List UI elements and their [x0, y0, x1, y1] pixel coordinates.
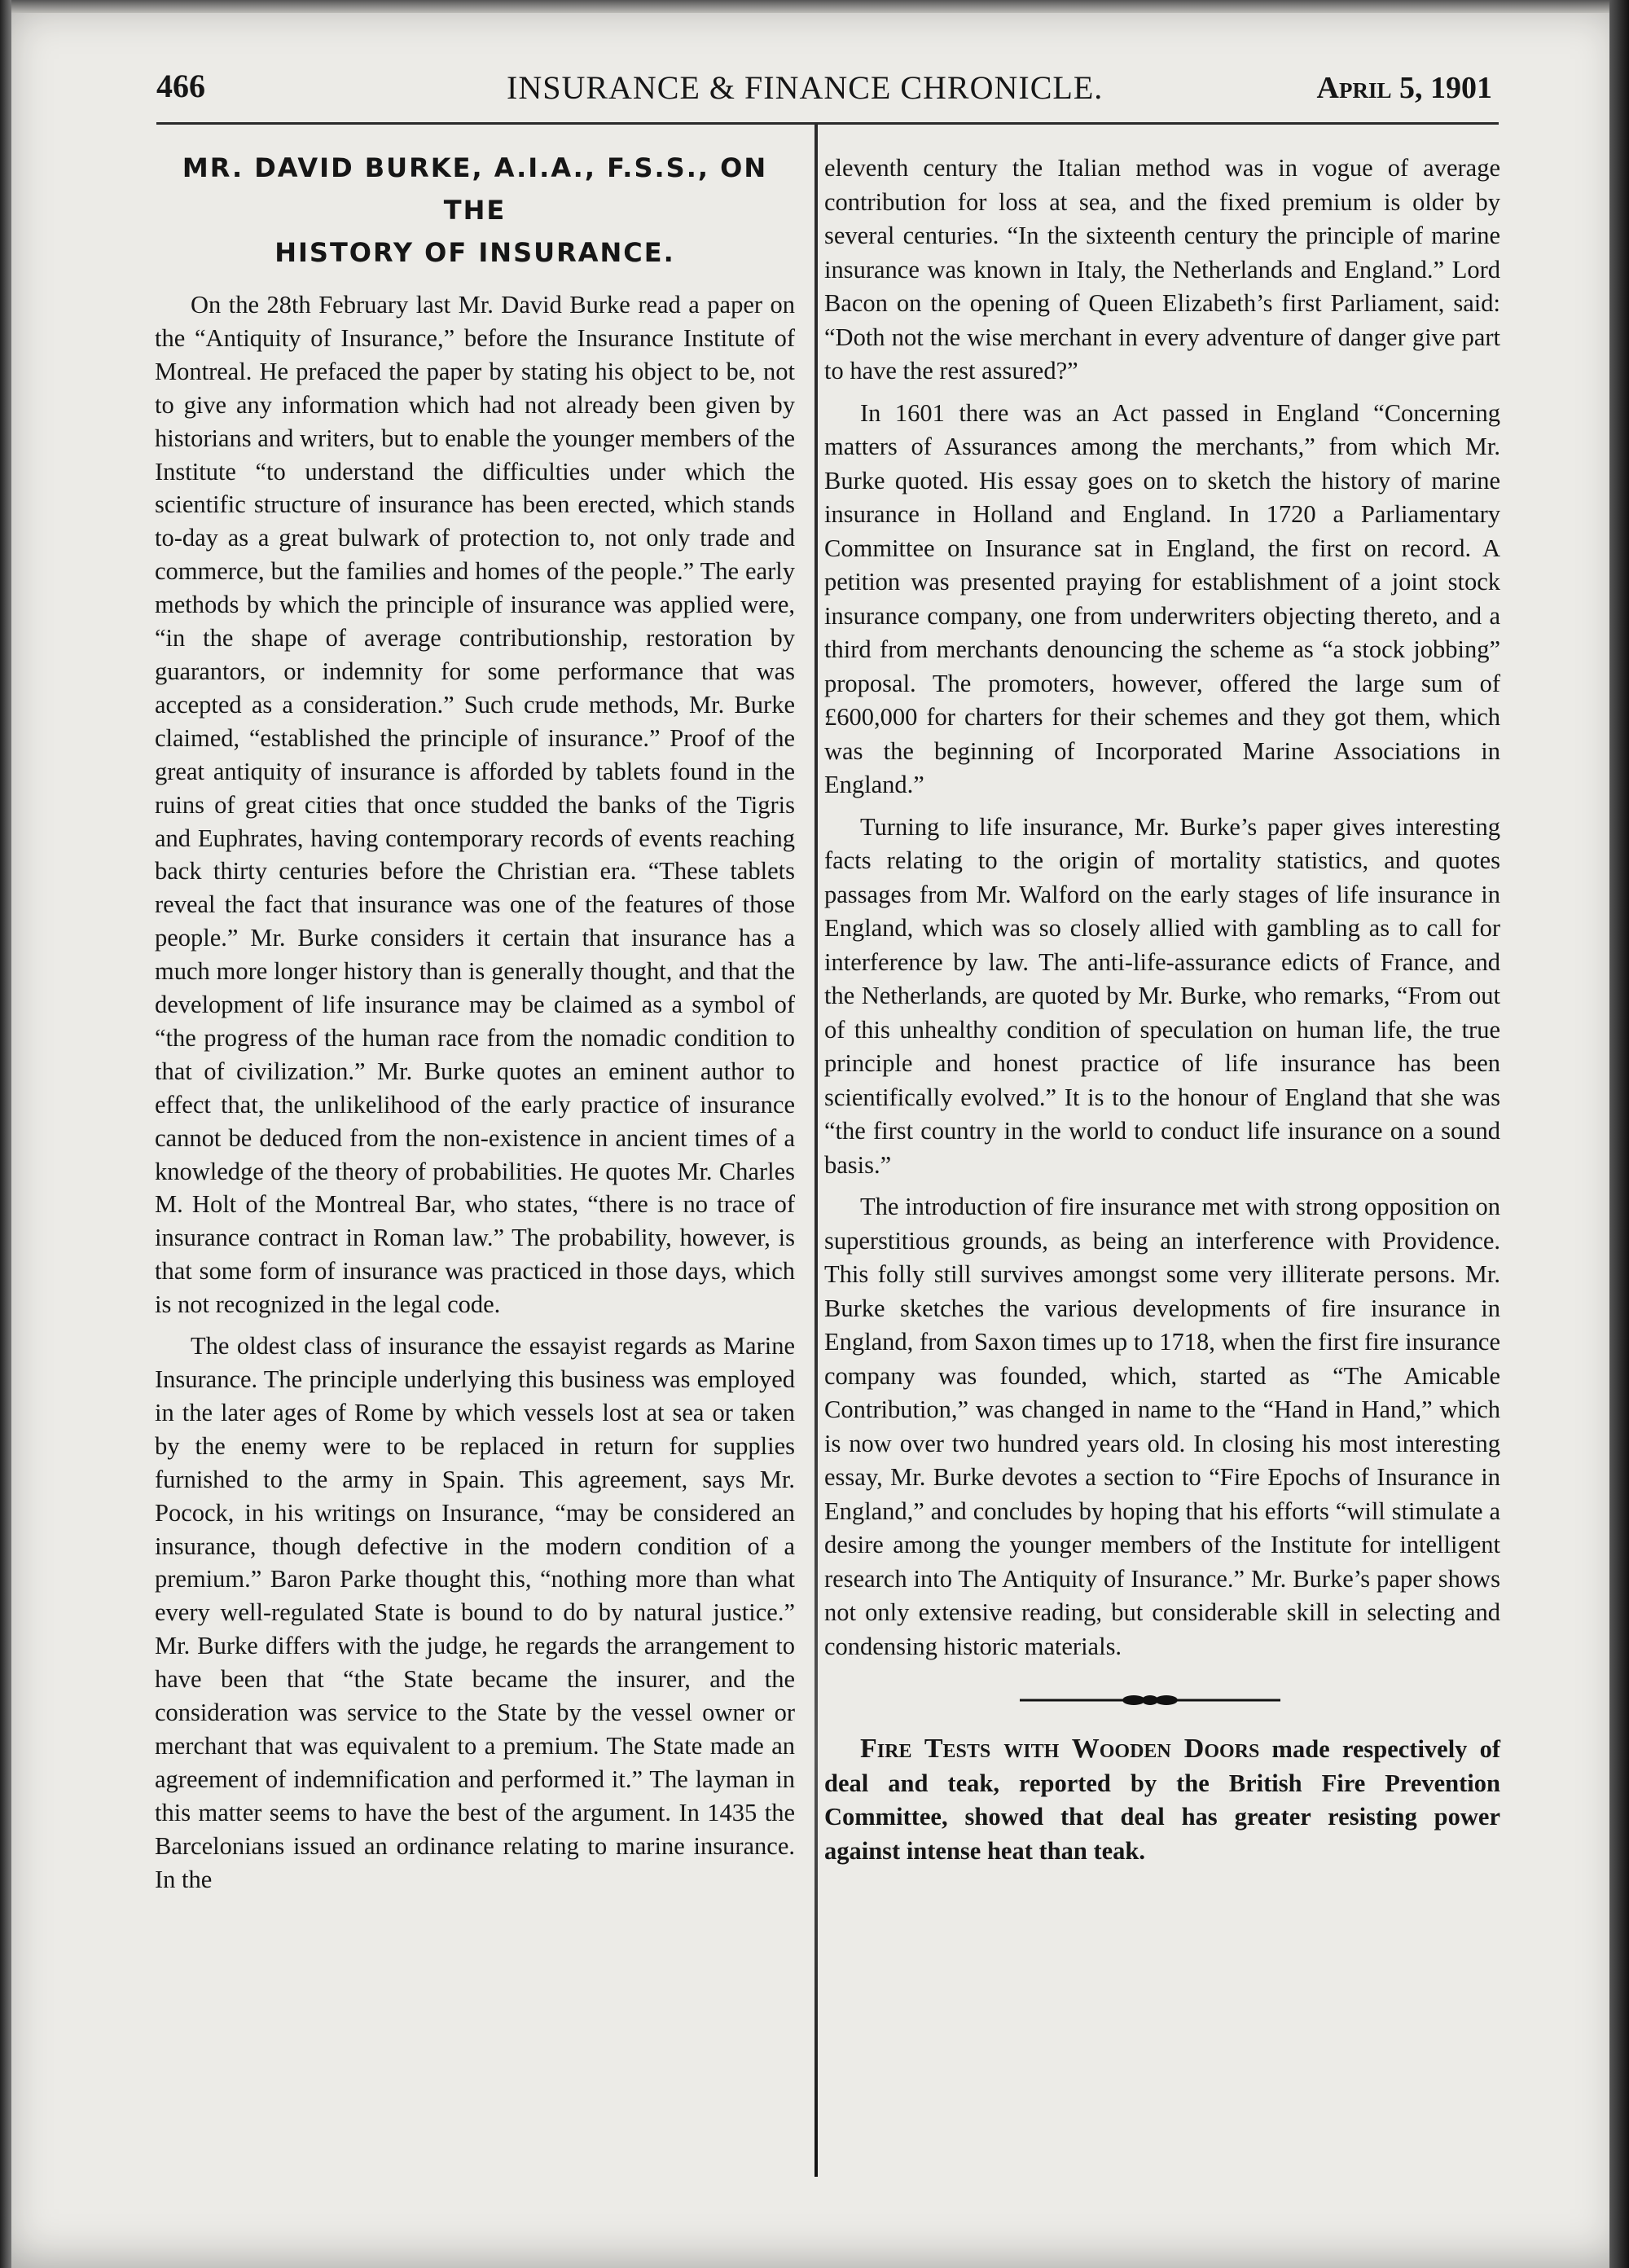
notice-paragraph: [824, 1732, 1500, 1868]
running-head: [156, 67, 1492, 116]
left-column: [155, 147, 795, 2183]
scan-edge-right: [1609, 0, 1629, 2268]
article-paragraph: The oldest class of insurance the essayist regards as Marine Insurance. The principle underlying this business was employed in the later ages of Rome by which vessels lost at sea or taken by the enemy were to be replaced in return for supplies furnished to the army in Spain. This agreement, says Mr. Pocock, in his writings on Insurance, “may be considered an insurance, though defective in the modern condition of a premium.” Baron Parke thought this, “nothing more than what every well-regulated State is bound to do by natural justice.” Mr. Burke differs with the judge, he regards the arrangement to have been that “the State became the insurer, and the consideration was service to the State by the vessel owner or merchant that was equivalent to a premium. The State made an agreement of indemnification and performed it.” The layman in this matter seems to have the best of the argument. In 1435 the Barcelonians issued an ordinance relating to marine insurance. In the: [155, 1332, 795, 1893]
article-title: [155, 147, 795, 274]
article-paragraph: In 1601 there was an Act passed in England “Concerning matters of Assurances among the merchants,” from which Mr. Burke quoted. His essay goes on to sketch the history of marine insurance in Holland and England. In 1720 a Parliamentary Committee on Insurance sat in England, the first on record. A petition was presented praying for establishment of a joint stock insurance company, one from underwriters objecting thereto, and a third from merchants denouncing the scheme as “a stock jobbing” proposal. The promoters, however, offered the large sum of £600,000 for charters for their schemes and they got them, which was the beginning of Incorporated Marine Associations in England.”: [824, 398, 1500, 798]
article-title-line-1: MR. DAVID BURKE, A.I.A., F.S.S., ON THE: [182, 152, 768, 226]
article-paragraph: eleventh century the Italian method was in vogue of average contribution for loss at sea, and the fixed premium is older by several centuries. “In the sixteenth century the principle of marine insurance was known in Italy, the Netherlands and England.” Lord Bacon on the opening of Queen Elizabeth’s first Parliament, said: “Doth not the wise merchant in every adventure of danger give part to have the rest assured?”: [824, 154, 1500, 385]
article-paragraph: The introduction of fire insurance met with strong opposition on superstitious grounds, as being an interference with Providence. This folly still survives amongst some very illiterate persons. Mr. Burke sketches the various developments of fire insurance in England, from Saxon times up to 1718, when the first fire insurance company was founded, which, started as “The Amicable Contribution,” was changed in name to the “Hand in Hand,” which is now over two hundred years old. In closing his most interesting essay, Mr. Burke devotes a section to “Fire Epochs of Insurance in England,” and concludes by hoping that his efforts “will stimulate a desire among the younger members of the Institute for intelligent research into The Antiquity of Insurance.” Mr. Burke’s paper shows not only extensive reading, but considerable skill in selecting and condensing historic materials.: [824, 1193, 1500, 1660]
notice-lead: Fire Tests with Wooden Doors: [860, 1734, 1260, 1764]
header-rule: [156, 122, 1499, 125]
article-paragraph: Turning to life insurance, Mr. Burke’s paper gives interesting facts relating to the origin of mortality statistics, and quotes passages from Mr. Walford on the early stages of life insurance in England, which was so closely allied with gambling as to call for interference by law. The anti-life-assurance edicts of France, and the Netherlands, are quoted by Mr. Burke, who remarks, “From out of this unhealthy condition of speculation on human life, the true principle and honest practice of life insurance has been scientifically evolved.” It is to the honour of England that she was “the first country in the world to conduct life insurance on a sound basis.”: [824, 812, 1500, 1179]
fire-tests-notice: [824, 1732, 1500, 1868]
article-title-line-2: HISTORY OF INSURANCE.: [274, 237, 675, 268]
page-number: 466: [156, 68, 205, 104]
journal-title: INSURANCE & FINANCE CHRONICLE.: [507, 69, 1104, 106]
article-paragraph: On the 28th February last Mr. David Burke read a paper on the “Antiquity of Insurance,” before the Insurance Institute of Montreal. He prefaced the paper by stating his object to be, not to give any information which had not already been given by historians and writers, but to enable the younger members of the Institute “to understand the difficulties under which the scientific structure of insurance has been erected, which stands to-day as a great bulwark of protection to, not only trade and commerce, but the families and homes of the people.” The early methods by which the principle of insurance was applied were, “in the shape of average contributionship, restoration by guarantors, or indemnity for some performance that was accepted as a consideration.” Such crude methods, Mr. Burke claimed, “established the principle of insurance.” Proof of the great antiquity of insurance is afforded by tablets found in the ruins of great cities that once studded the banks of the Tigris and Euphrates, having contemporary records of events reaching back thirty centuries before the Christian era. “These tablets reveal the fact that insurance was one of the features of those people.” Mr. Burke considers it certain that insurance has a much more longer history than is generally thought, and that the development of life insurance may be claimed as a symbol of “the progress of the human race from the nomadic condition to that of civilization.” Mr. Burke quotes an eminent author to effect that, the unlikelihood of the early practice of insurance cannot be deduced from the non-existence in ancient times of a knowledge of the theory of probabilities. He quotes Mr. Charles M. Holt of the Montreal Bar, who states, “there is no trace of insurance contract in Roman law.” The probability, however, is that some form of insurance was practiced in those days, which is not recognized in the legal code.: [155, 291, 795, 1319]
column-rule: [814, 124, 818, 2177]
notice-text: made respectively of deal and teak, reported by the British Fire Prevention Committee, showed that deal has greater resisting power against intense heat than teak.: [824, 1735, 1501, 1865]
scan-edge-top: [0, 0, 1629, 13]
ornamental-rule-icon: [1020, 1694, 1280, 1706]
section-divider: [824, 1664, 1500, 1732]
right-column: [824, 152, 1500, 2188]
scan-edge-left: [0, 0, 11, 2268]
issue-date: April 5, 1901: [1316, 71, 1492, 105]
